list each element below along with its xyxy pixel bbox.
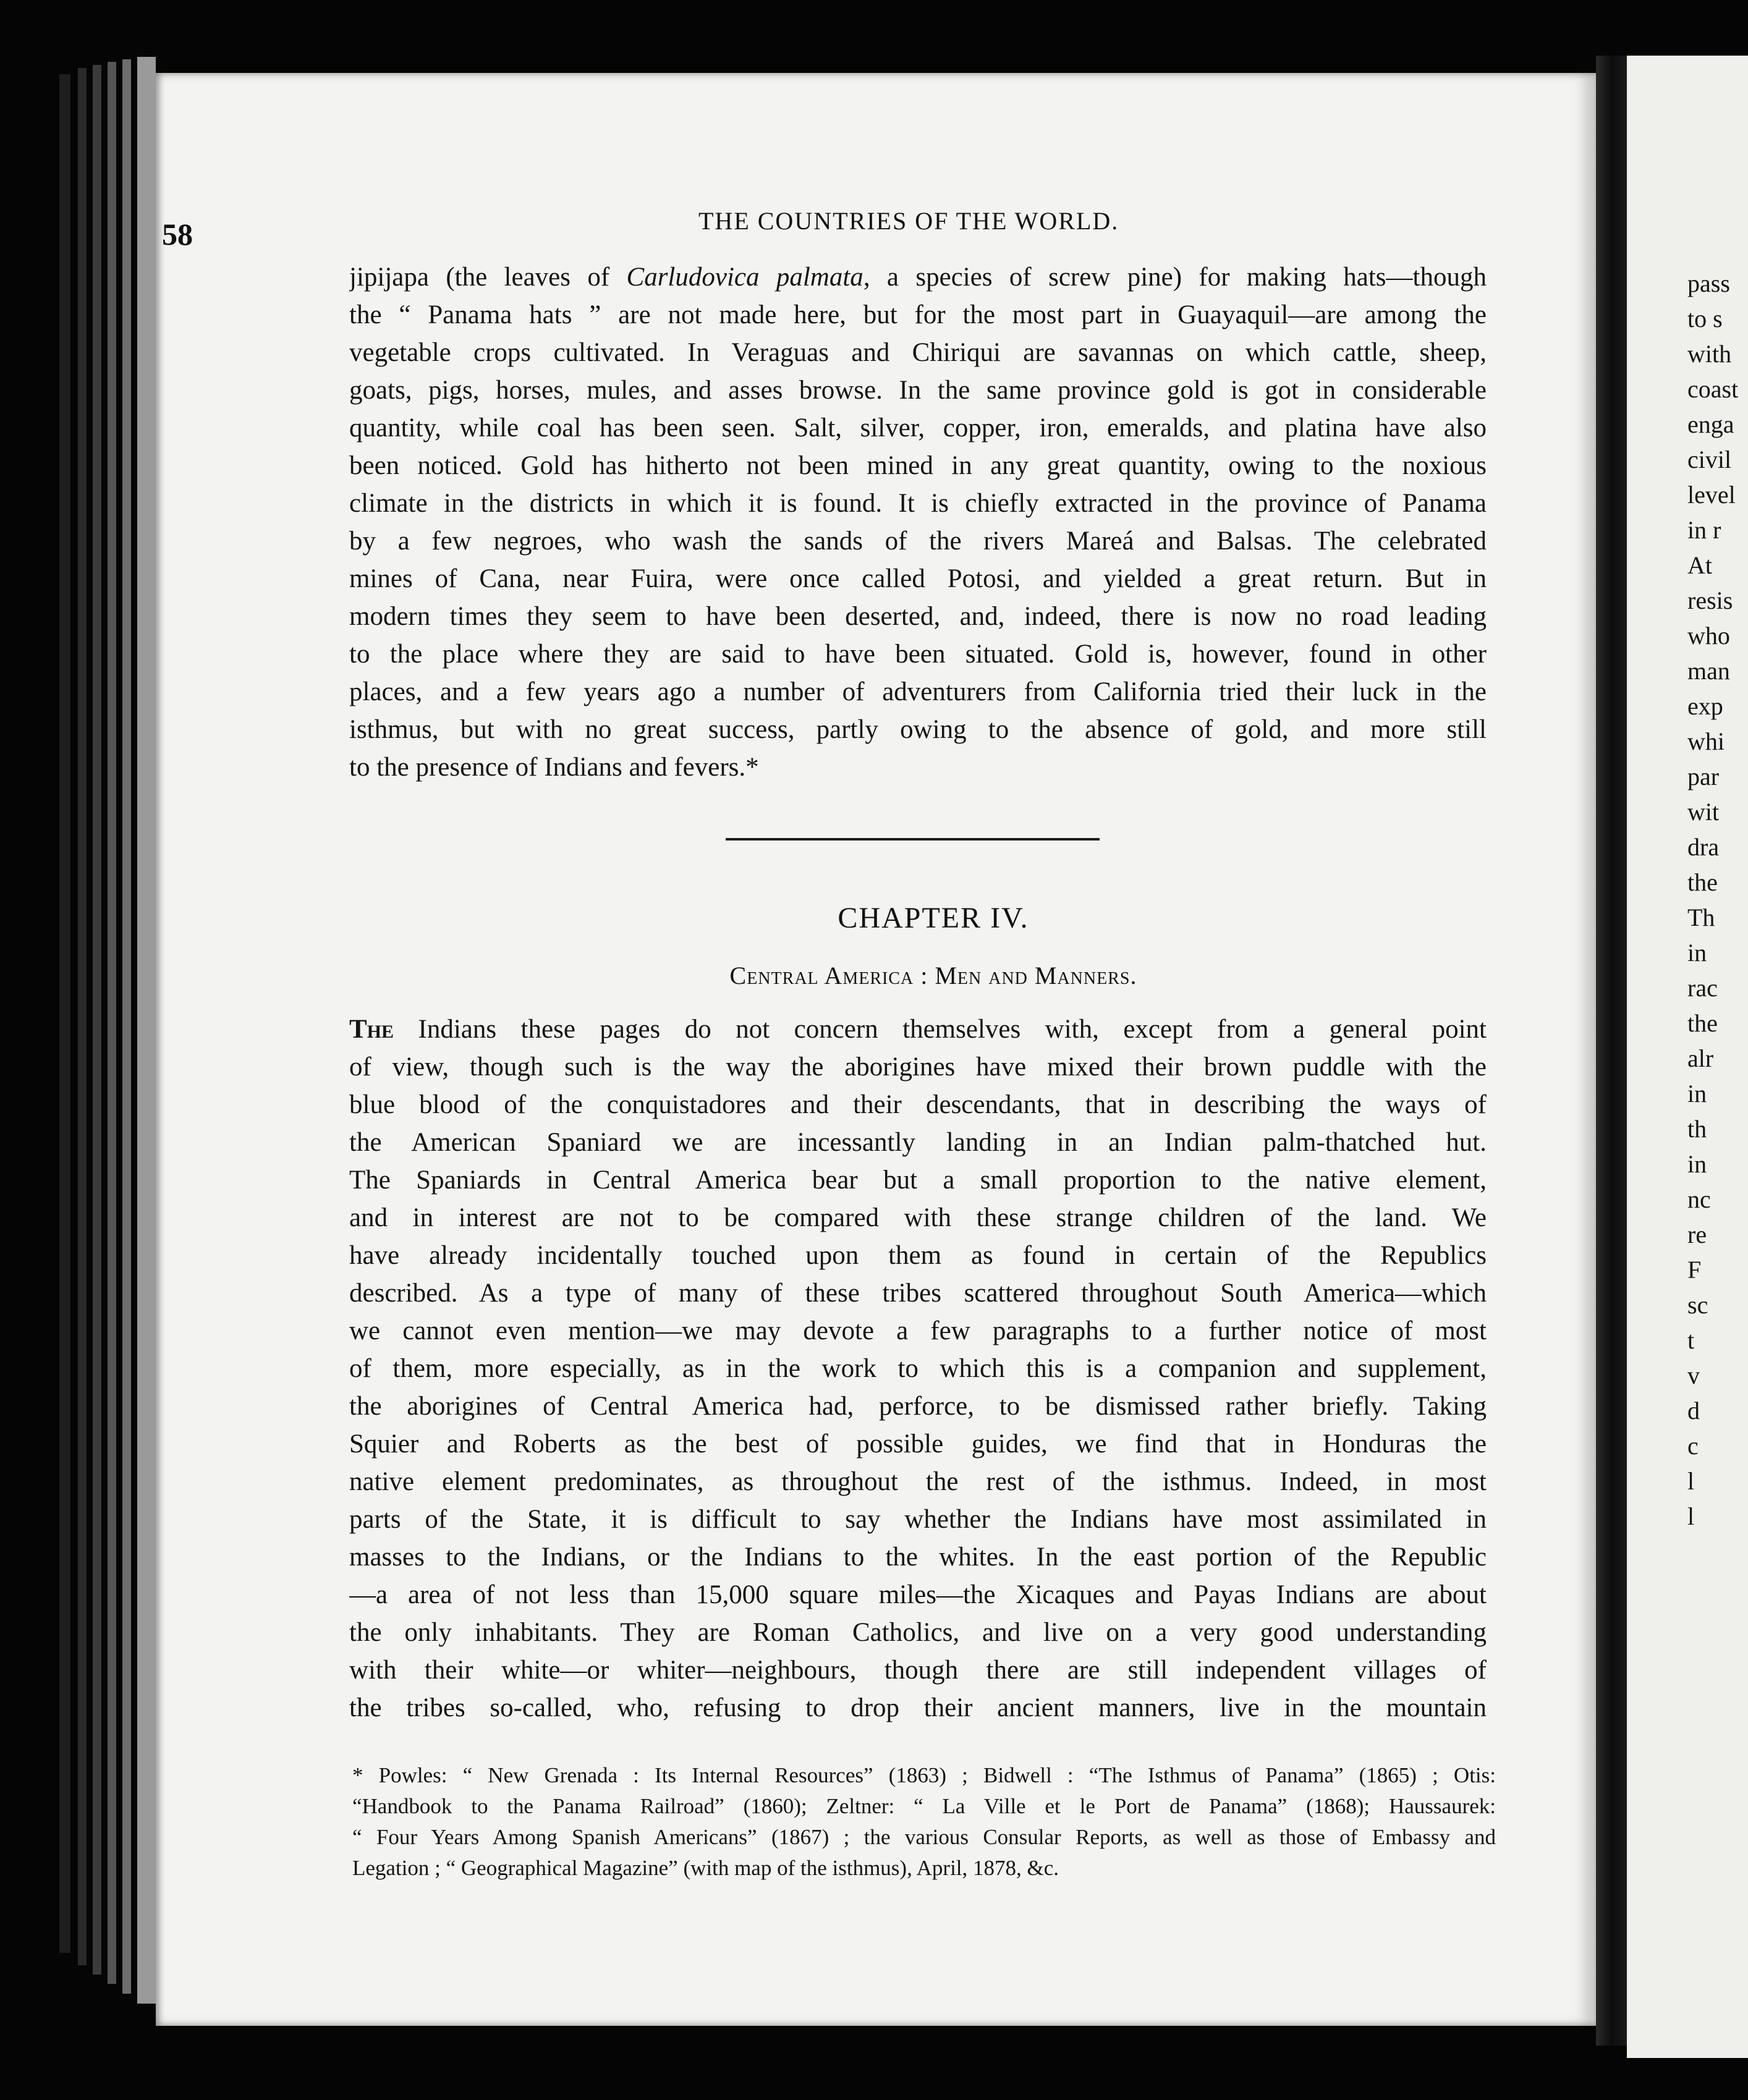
facing-page-fragment: who bbox=[1687, 622, 1730, 650]
text-line: described. As a type of many of these tribes scattered throughout South America—which bbox=[349, 1279, 1487, 1308]
facing-page-fragment: to s bbox=[1687, 305, 1723, 332]
facing-page-text bbox=[1687, 266, 1748, 1534]
paragraph-2 bbox=[349, 1010, 1487, 1727]
facing-page-fragment: whi bbox=[1687, 727, 1725, 755]
text-line: the only inhabitants. They are Roman Catholics, and live on a very good understanding bbox=[349, 1618, 1487, 1647]
facing-page-fragment: civil bbox=[1687, 446, 1732, 473]
lead-word: The bbox=[349, 1015, 394, 1044]
book-edge bbox=[93, 65, 101, 1975]
book-edge bbox=[78, 68, 87, 1965]
text-line: mines of Cana, near Fuira, were once called Potosi, and yielded a great return. But in bbox=[349, 564, 1487, 593]
text-line: jipijapa (the leaves of Carludovica palmata, a species of screw pine) for making hats—though bbox=[349, 263, 1487, 292]
text-line: we cannot even mention—we may devote a few paragraphs to a further notice of most bbox=[349, 1316, 1487, 1345]
text-line: the tribes so-called, who, refusing to drop their ancient manners, live in the mountain bbox=[349, 1693, 1487, 1722]
facing-page-fragment: re bbox=[1687, 1221, 1707, 1248]
facing-page-fragment: nc bbox=[1687, 1185, 1711, 1213]
facing-page-fragment: the bbox=[1687, 868, 1718, 896]
facing-page-fragment: l bbox=[1687, 1502, 1695, 1530]
facing-page-fragment: At bbox=[1687, 551, 1712, 579]
footnote-line: * Powles: “ New Grenada : Its Internal Resources” (1863) ; Bidwell : “The Isthmus of Panama” (1865) ; Otis: bbox=[352, 1763, 1496, 1787]
text-line: The Spaniards in Central America bear but a small proportion to the native element, bbox=[349, 1166, 1487, 1195]
facing-page-fragment: Th bbox=[1687, 904, 1715, 931]
facing-page-fragment: enga bbox=[1687, 410, 1734, 438]
text-line: Squier and Roberts as the best of possible guides, we find that in Honduras the bbox=[349, 1429, 1487, 1459]
text-line: climate in the districts in which it is found. It is chiefly extracted in the province of Panama bbox=[349, 489, 1487, 518]
chapter-subtitle: Central America : Men and Manners. bbox=[729, 962, 1137, 989]
text-line: native element predominates, as throughout the rest of the isthmus. Indeed, in most bbox=[349, 1467, 1487, 1496]
facing-page-fragment: man bbox=[1687, 657, 1730, 685]
facing-page-fragment: v bbox=[1687, 1361, 1700, 1389]
facing-page-fragment: F bbox=[1687, 1256, 1702, 1284]
text-line: quantity, while coal has been seen. Salt, silver, copper, iron, emeralds, and platina have also bbox=[349, 413, 1487, 442]
book-edge bbox=[108, 62, 116, 1984]
facing-page-fragment: in bbox=[1687, 1080, 1707, 1107]
footnote bbox=[352, 1760, 1496, 1884]
text-line: and in interest are not to be compared with these strange children of the land. We bbox=[349, 1203, 1487, 1232]
facing-page-fragment: t bbox=[1687, 1326, 1695, 1354]
facing-page-fragment: in r bbox=[1687, 516, 1721, 544]
facing-page-fragment: pass bbox=[1687, 269, 1730, 297]
book-edge bbox=[137, 57, 156, 2004]
text-line: parts of the State, it is difficult to say whether the Indians have most assimilated in bbox=[349, 1505, 1487, 1534]
text-line: modern times they seem to have been deserted, and, indeed, there is now no road leading bbox=[349, 602, 1487, 631]
text-line: been noticed. Gold has hitherto not been mined in any great quantity, owing to the noxious bbox=[349, 451, 1487, 480]
footnote-line: “Handbook to the Panama Railroad” (1860); Zeltner: “ La Ville et le Port de Panama” (1868); Haussaurek: bbox=[352, 1794, 1496, 1818]
book-edge bbox=[59, 74, 70, 1953]
facing-page-fragment: the bbox=[1687, 1009, 1718, 1037]
first-line-text: Indians these pages do not concern themselves with, except from a general point bbox=[394, 1015, 1487, 1044]
text-line: goats, pigs, horses, mules, and asses browse. In the same province gold is got in considerable bbox=[349, 376, 1487, 405]
facing-page-fragment: in bbox=[1687, 1150, 1707, 1178]
facing-page-fragment: sc bbox=[1687, 1291, 1708, 1319]
text-line: to the place where they are said to have been situated. Gold is, however, found in other bbox=[349, 640, 1487, 669]
text-line: masses to the Indians, or the Indians to the whites. In the east portion of the Republic bbox=[349, 1543, 1487, 1572]
facing-page-fragment: l bbox=[1687, 1467, 1695, 1495]
text-line: the aborigines of Central America had, perforce, to be dismissed rather briefly. Taking bbox=[349, 1392, 1487, 1421]
facing-page-fragment: level bbox=[1687, 481, 1736, 509]
text-line-first bbox=[349, 1010, 1487, 1048]
facing-page-fragment: in bbox=[1687, 939, 1707, 967]
text-line: —a area of not less than 15,000 square miles—the Xicaques and Payas Indians are about bbox=[349, 1580, 1487, 1609]
running-head: THE COUNTRIES OF THE WORLD. bbox=[698, 207, 1119, 235]
text-line: places, and a few years ago a number of adventurers from California tried their luck in the bbox=[349, 677, 1487, 706]
page-number: 58 bbox=[162, 217, 193, 252]
facing-page-fragment: exp bbox=[1687, 692, 1723, 720]
text-line: the “ Panama hats ” are not made here, but for the most part in Guayaquil—are among the bbox=[349, 300, 1487, 329]
book-edge bbox=[122, 59, 131, 1994]
facing-page-fragment: d bbox=[1687, 1397, 1700, 1425]
facing-page-fragment: resis bbox=[1687, 586, 1733, 614]
facing-page-fragment: dra bbox=[1687, 833, 1720, 861]
text-line: the American Spaniard we are incessantly landing in an Indian palm-thatched hut. bbox=[349, 1128, 1487, 1157]
text-line: of view, though such is the way the aborigines have mixed their brown puddle with the bbox=[349, 1052, 1487, 1082]
footnote-line: “ Four Years Among Spanish Americans” (1867) ; the various Consular Reports, as well as those of Embassy and bbox=[352, 1825, 1496, 1849]
facing-page-fragment: with bbox=[1687, 340, 1732, 368]
facing-page-fragment: rac bbox=[1687, 974, 1718, 1002]
facing-page-fragment: par bbox=[1687, 763, 1720, 790]
section-divider bbox=[726, 838, 1100, 840]
text-line: have already incidentally touched upon them as found in certain of the Republics bbox=[349, 1241, 1487, 1270]
text-line: with their white—or whiter—neighbours, though there are still independent villages of bbox=[349, 1656, 1487, 1685]
chapter-title: CHAPTER IV. bbox=[838, 902, 1029, 934]
paragraph-1 bbox=[349, 258, 1487, 786]
text-line: isthmus, but with no great success, partly owing to the absence of gold, and more still bbox=[349, 715, 1487, 744]
facing-page-fragment: wit bbox=[1687, 798, 1720, 826]
text-line: vegetable crops cultivated. In Veraguas and Chiriqui are savannas on which cattle, sheep, bbox=[349, 338, 1487, 367]
facing-page-fragment: c bbox=[1687, 1432, 1699, 1460]
text-line: blue blood of the conquistadores and their descendants, that in describing the ways of bbox=[349, 1090, 1487, 1119]
text-line: of them, more especially, as in the work to which this is a companion and supplement, bbox=[349, 1354, 1487, 1383]
facing-page-fragment: th bbox=[1687, 1115, 1707, 1143]
facing-page-fragment: coast bbox=[1687, 375, 1739, 403]
text-line-last: to the presence of Indians and fevers.* bbox=[349, 753, 759, 782]
book-gutter bbox=[1596, 56, 1627, 2046]
facing-page-fragment: alr bbox=[1687, 1044, 1714, 1072]
text-line: by a few negroes, who wash the sands of the rivers Mareá and Balsas. The celebrated bbox=[349, 527, 1487, 556]
footnote-line-last: Legation ; “ Geographical Magazine” (with map of the isthmus), April, 1878, &c. bbox=[352, 1856, 1059, 1880]
